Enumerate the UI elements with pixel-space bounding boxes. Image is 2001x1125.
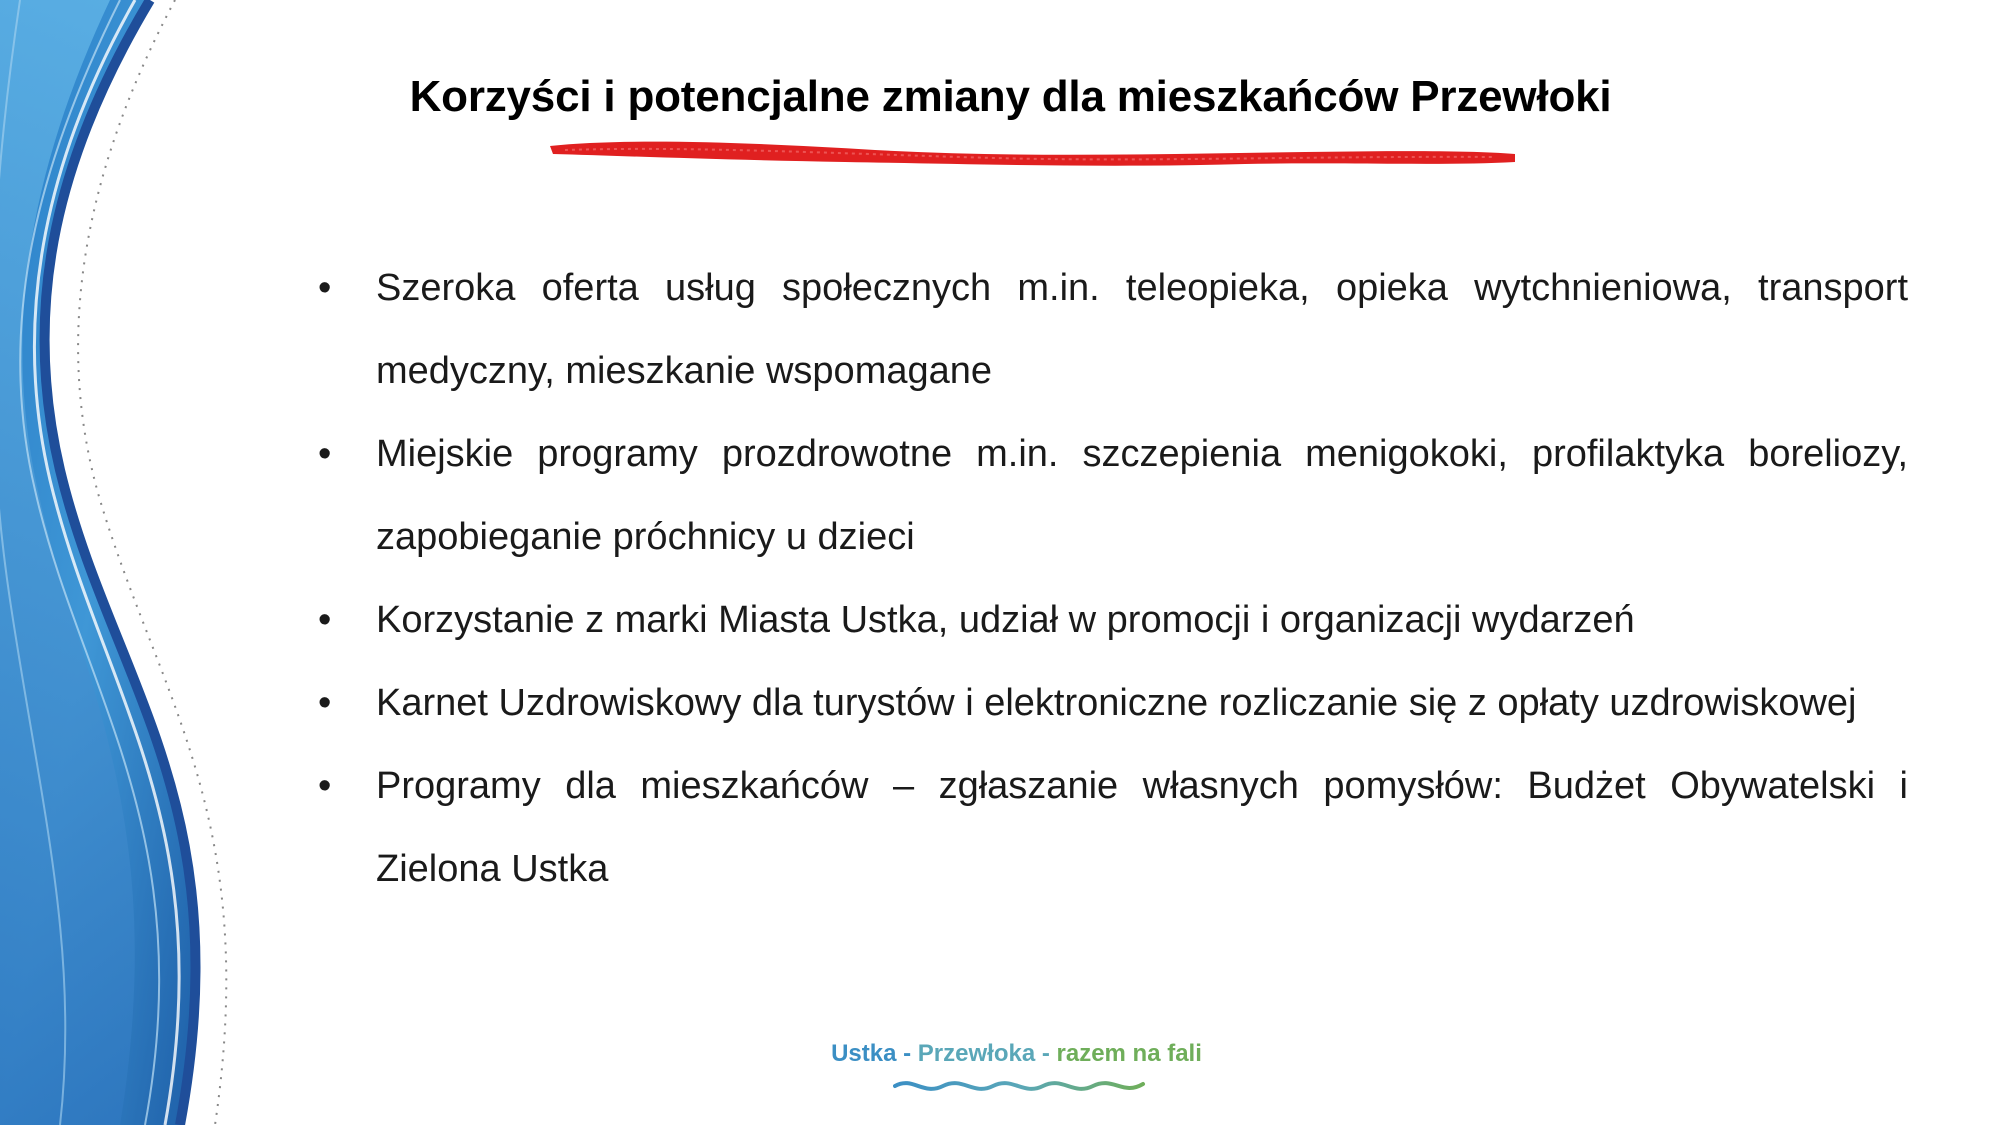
- list-item: [318, 413, 1908, 579]
- list-item: [318, 662, 1908, 745]
- list-item-text: Karnet Uzdrowiskowy dla turystów i elektroniczne rozliczanie się z opłaty uzdrowiskowej: [376, 682, 1857, 724]
- footer-part-ustka: Ustka -: [831, 1040, 918, 1067]
- footer-part-przewloka: Przewłoka -: [917, 1040, 1057, 1067]
- bullet-marker: •: [318, 682, 332, 724]
- list-item: [318, 247, 1908, 413]
- footer-part-razem: razem na fali: [1056, 1040, 1202, 1067]
- list-item-text: Szeroka oferta usług społecznych m.in. teleopieka, opieka wytchnieniowa, transport medyczny, mieszkanie wspomagane: [376, 267, 1908, 392]
- list-item-text: Korzystanie z marki Miasta Ustka, udział w promocji i organizacji wydarzeń: [376, 599, 1635, 641]
- footer-wave-logo-icon: [893, 1074, 1153, 1104]
- bullet-marker: •: [318, 599, 332, 641]
- list-item-text: Programy dla mieszkańców – zgłaszanie własnych pomysłów: Budżet Obywatelski i Zielona Ustka: [376, 765, 1908, 890]
- footer-slogan: [0, 1040, 2001, 1068]
- bullet-marker: •: [318, 267, 332, 309]
- list-item: [318, 745, 1908, 911]
- title-block: [0, 72, 2001, 122]
- bullet-marker: •: [318, 433, 332, 475]
- bullet-marker: •: [318, 765, 332, 807]
- list-item-text: Miejskie programy prozdrowotne m.in. szczepienia menigokoki, profilaktyka boreliozy, zapobieganie próchnicy u dzieci: [376, 433, 1908, 558]
- list-item: [318, 579, 1908, 662]
- benefits-list: [318, 247, 1908, 911]
- decorative-wave-background: [0, 0, 260, 1125]
- red-brush-underline: [545, 132, 1520, 172]
- page-title: Korzyści i potencjalne zmiany dla mieszkańców Przewłoki: [409, 72, 1612, 121]
- footer-text: [831, 1040, 1202, 1068]
